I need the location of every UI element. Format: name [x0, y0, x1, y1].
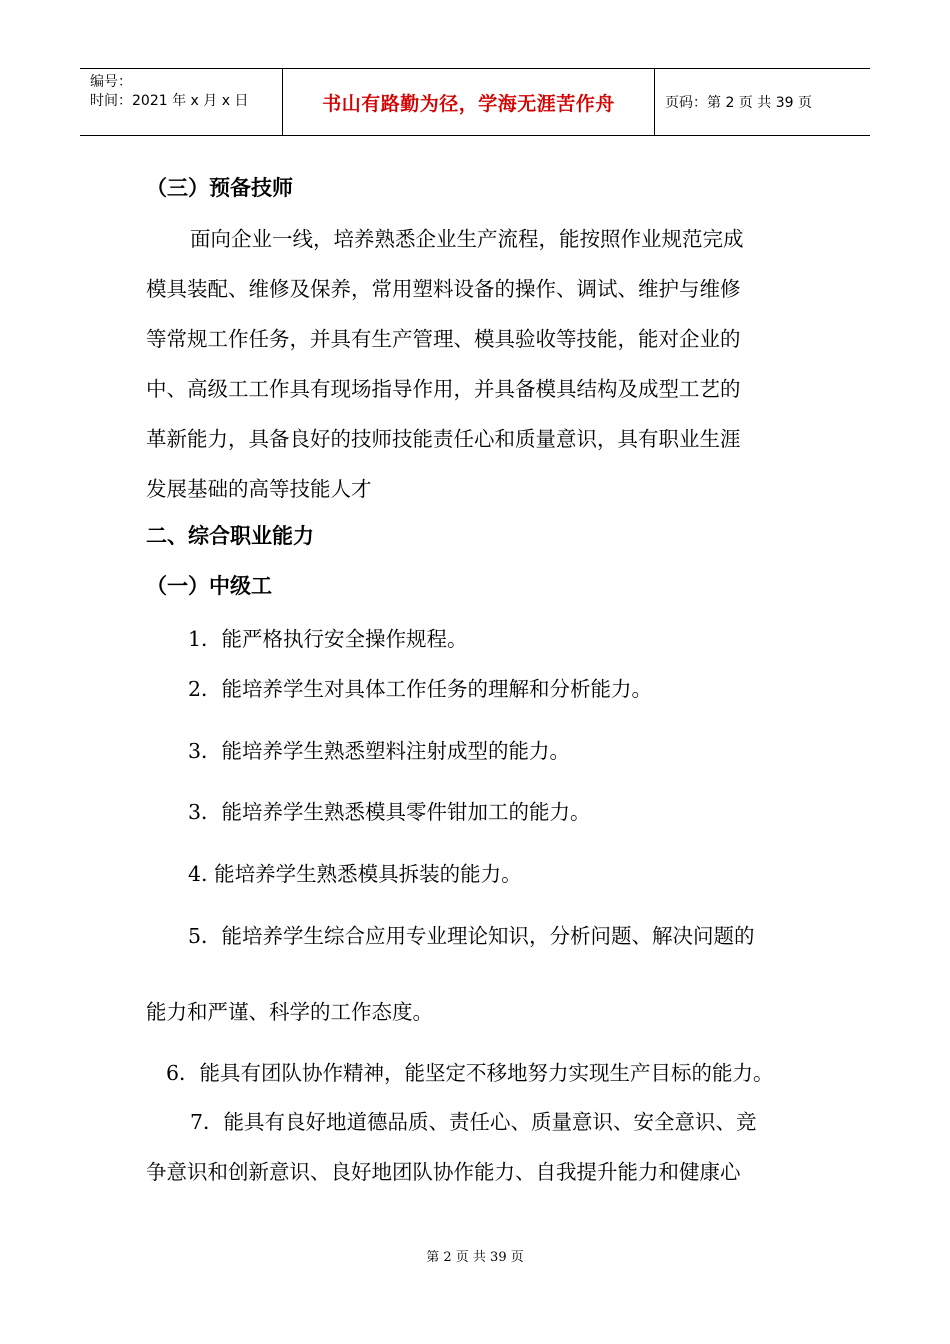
time-label: 时间：2021 年 x 月 x 日	[90, 93, 249, 109]
paragraph-line: 模具装配、维修及保养，常用塑料设备的操作、调试、维护与维修	[146, 277, 741, 301]
header-motto: 书山有路勤为径，学海无涯苦作舟	[282, 69, 655, 135]
list-item: 7．能具有良好地道德品质、责任心、质量意识、安全意识、竞	[190, 1110, 757, 1134]
paragraph-line: 中、高级工工作具有现场指导作用，并具备模具结构及成型工艺的	[146, 377, 741, 401]
section3-title: （三）预备技师	[146, 176, 293, 200]
paragraph-line: 面向企业一线，培养熟悉企业生产流程，能按照作业规范完成	[190, 227, 744, 251]
paragraph-line: 发展基础的高等技能人才	[146, 477, 372, 501]
page-footer: 第 2 页 共 39 页	[426, 1250, 524, 1265]
list-item-continuation: 争意识和创新意识、良好地团队协作能力、自我提升能力和健康心	[146, 1160, 741, 1184]
list-item: 4. 能培养学生熟悉模具拆装的能力。	[188, 862, 522, 886]
list-item: 6．能具有团队协作精神，能坚定不移地努力实现生产目标的能力。	[166, 1061, 774, 1085]
sub1-title: （一）中级工	[146, 574, 272, 598]
list-item: 2．能培养学生对具体工作任务的理解和分析能力。	[188, 677, 653, 701]
chapter2-title: 二、综合职业能力	[146, 524, 314, 548]
list-item: 5．能培养学生综合应用专业理论知识，分析问题、解决问题的	[188, 924, 755, 948]
list-item-continuation: 能力和严谨、科学的工作态度。	[146, 1000, 433, 1024]
serial-label: 编号：	[90, 74, 132, 90]
list-item: 3．能培养学生熟悉模具零件钳加工的能力。	[188, 800, 591, 824]
paragraph-line: 革新能力，具备良好的技师技能责任心和质量意识，具有职业生涯	[146, 427, 741, 451]
paragraph-line: 等常规工作任务，并具有生产管理、模具验收等技能，能对企业的	[146, 327, 741, 351]
list-item: 3．能培养学生熟悉塑料注射成型的能力。	[188, 739, 571, 763]
list-item: 1．能严格执行安全操作规程。	[188, 627, 468, 651]
header-page-info: 页码：第 2 页 共 39 页	[665, 95, 812, 111]
page-header	[80, 68, 870, 136]
header-meta	[80, 69, 282, 135]
